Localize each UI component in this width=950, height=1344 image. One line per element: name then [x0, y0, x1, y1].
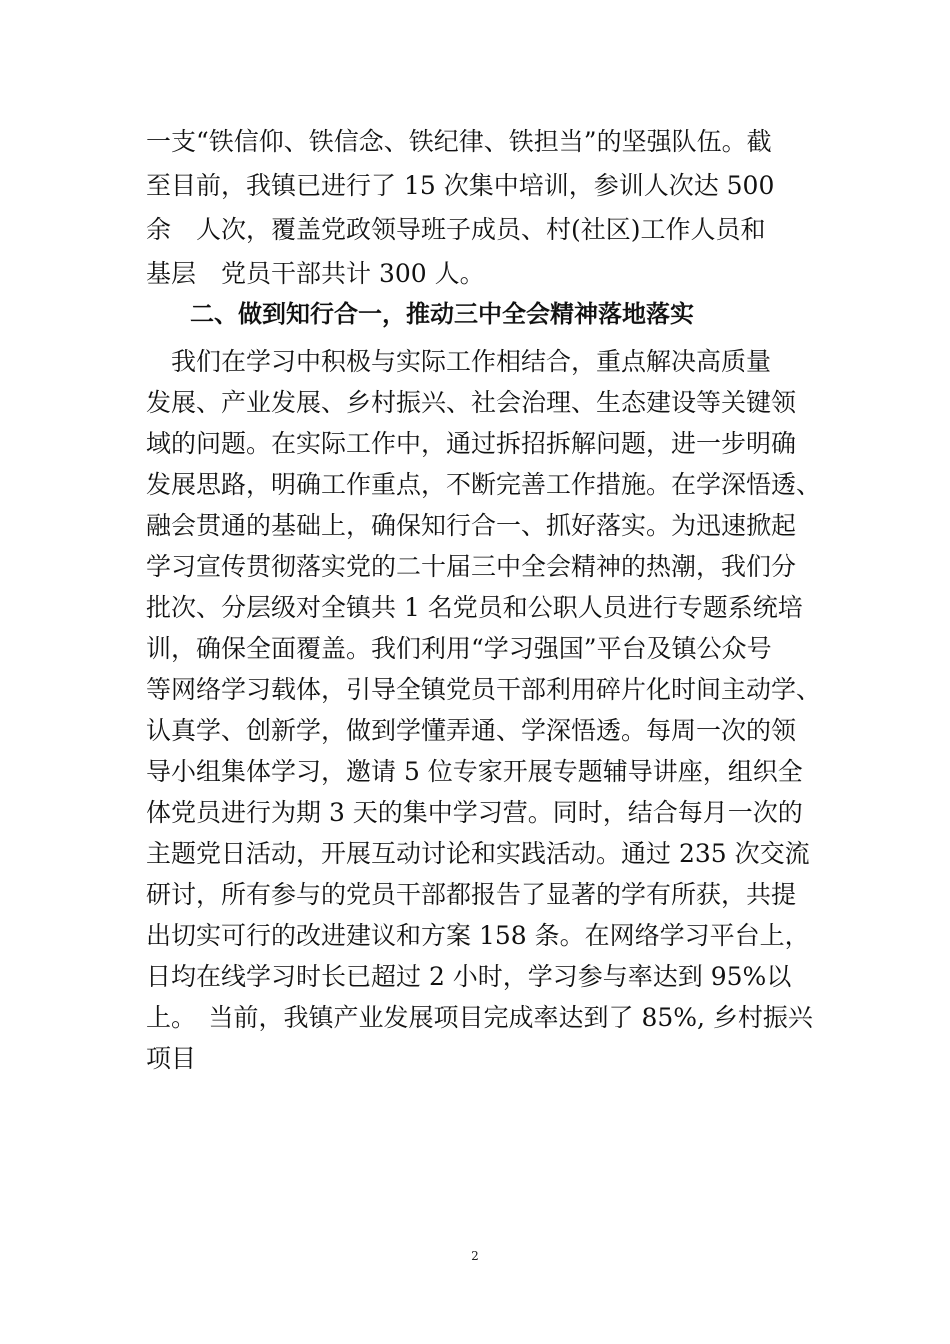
text-line: 日均在线学习时长已超过 2 小时，学习参与率达到 95%以 — [146, 962, 792, 991]
text-line: 项目 — [146, 1044, 197, 1073]
text-line: 发展、产业发展、乡村振兴、社会治理、生态建设等关键领 — [146, 388, 797, 417]
text-line: 基层 党员干部共计 300 人。 — [146, 259, 485, 288]
text-line: 认真学、创新学，做到学懂弄通、学深悟透。每周一次的领 — [146, 716, 797, 745]
text-line: 我们在学习中积极与实际工作相结合，重点解决高质量 — [146, 347, 772, 376]
text-line: 域的问题。在实际工作中，通过拆招拆解问题，进一步明确 — [146, 429, 797, 458]
text-line: 学习宣传贯彻落实党的二十届三中全会精神的热潮，我们分 — [146, 552, 797, 581]
text-line: 体党员进行为期 3 天的集中学习营。同时，结合每月一次的 — [146, 798, 803, 827]
text-line: 余 人次，覆盖党政领导班子成员、村(社区)工作人员和 — [146, 215, 766, 244]
text-line: 批次、分层级对全镇共 1 名党员和公职人员进行专题系统培 — [146, 593, 803, 622]
text-line: 研讨，所有参与的党员干部都报告了显著的学有所获，共提 — [146, 880, 797, 909]
section-heading: 二、做到知行合一，推动三中全会精神落地落实 — [190, 299, 694, 328]
text-line: 出切实可行的改进建议和方案 158 条。在网络学习平台上， — [146, 921, 810, 950]
text-line: 一支“铁信仰、铁信念、铁纪律、铁担当”的坚强队伍。截 — [146, 127, 772, 156]
text-line: 训，确保全面覆盖。我们利用“学习强国”平台及镇公众号 — [146, 634, 772, 663]
page-number: 2 — [471, 1249, 479, 1263]
text-line: 等网络学习载体，引导全镇党员干部利用碎片化时间主动学、 — [146, 675, 822, 704]
text-line: 至目前，我镇已进行了 15 次集中培训，参训人次达 500 — [146, 171, 775, 200]
text-line: 主题党日活动，开展互动讨论和实践活动。通过 235 次交流 — [146, 839, 810, 868]
text-line: 融会贯通的基础上，确保知行合一、抓好落实。为迅速掀起 — [146, 511, 797, 540]
text-line: 导小组集体学习，邀请 5 位专家开展专题辅导讲座，组织全 — [146, 757, 803, 786]
text-line: 上。 当前，我镇产业发展项目完成率达到了 85%, 乡村振兴 — [146, 1003, 813, 1032]
text-line: 发展思路，明确工作重点，不断完善工作措施。在学深悟透、 — [146, 470, 822, 499]
